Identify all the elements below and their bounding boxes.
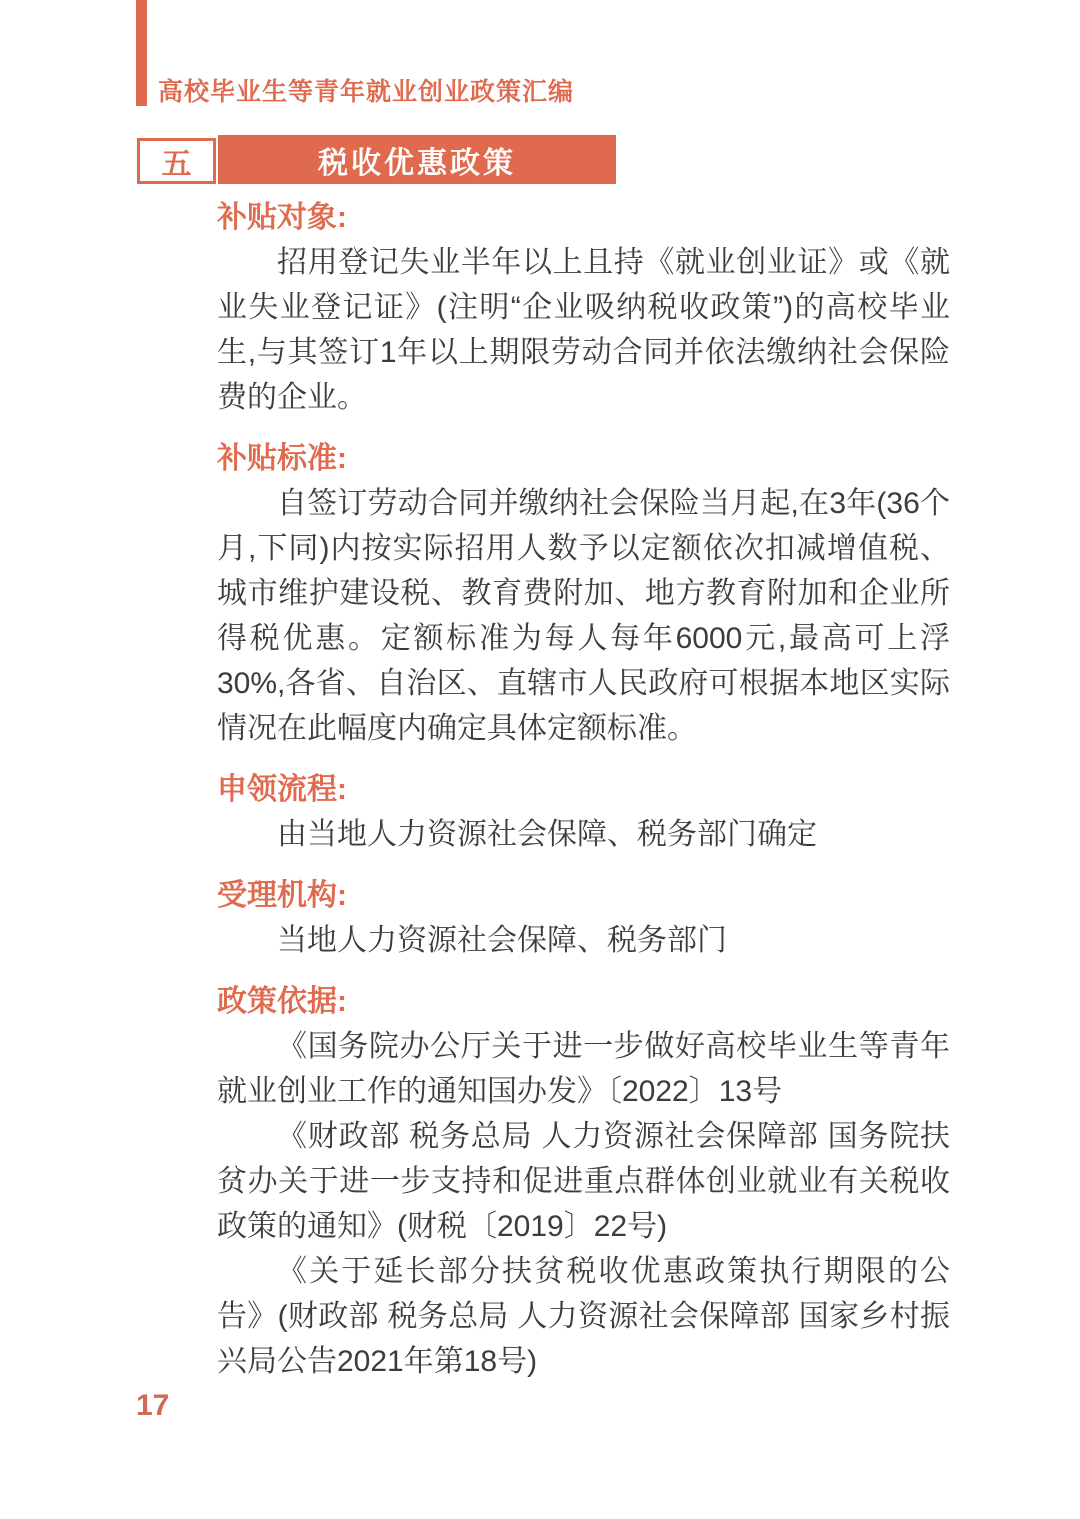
section-heading-subsidy-target: 补贴对象: xyxy=(217,201,347,234)
paragraph-subsidy-standard: 自签订劳动合同并缴纳社会保险当月起,在3年(36个月,下同)内按实际招用人数予以定额依次扣减增值税、城市维护建设税、教育费附加、地方教育附加和企业所得税优惠。定额标准为每人每年6000元,最高可上浮30%,各省、自治区、直辖市人民政府可根据本地区实际情况在此幅度内确定具体定额标准。 xyxy=(217,487,950,745)
content-area xyxy=(217,195,950,1384)
paragraph-subsidy-target: 招用登记失业半年以上且持《就业创业证》或《就业失业登记证》(注明“企业吸纳税收政策”)的高校毕业生,与其签订1年以上期限劳动合同并依法缴纳社会保险费的企业。 xyxy=(217,246,950,414)
section-title-banner: 税收优惠政策 xyxy=(218,135,616,184)
section-heading-application-process: 申领流程: xyxy=(217,773,347,806)
document-header-title: 高校毕业生等青年就业创业政策汇编 xyxy=(158,78,575,106)
section-header xyxy=(137,135,616,184)
section-heading-policy-basis: 政策依据: xyxy=(217,985,347,1018)
section-number-box: 五 xyxy=(137,138,216,184)
section-heading-subsidy-standard: 补贴标准: xyxy=(217,442,347,475)
section-heading-accepting-agency: 受理机构: xyxy=(217,879,347,912)
paragraph-application-process: 由当地人力资源社会保障、税务部门确定 xyxy=(277,818,817,851)
page-number: 17 xyxy=(136,1389,170,1422)
header-accent-bar xyxy=(136,0,147,106)
paragraph-policy-basis-1: 《国务院办公厅关于进一步做好高校毕业生等青年就业创业工作的通知国办发》〔2022〕13号 xyxy=(217,1030,950,1108)
paragraph-policy-basis-3: 《关于延长部分扶贫税收优惠政策执行期限的公告》(财政部 税务总局 人力资源社会保障部 国家乡村振兴局公告2021年第18号) xyxy=(217,1255,950,1378)
paragraph-accepting-agency: 当地人力资源社会保障、税务部门 xyxy=(277,924,727,957)
paragraph-policy-basis-2: 《财政部 税务总局 人力资源社会保障部 国务院扶贫办关于进一步支持和促进重点群体创业就业有关税收政策的通知》(财税〔2019〕22号) xyxy=(217,1120,950,1243)
